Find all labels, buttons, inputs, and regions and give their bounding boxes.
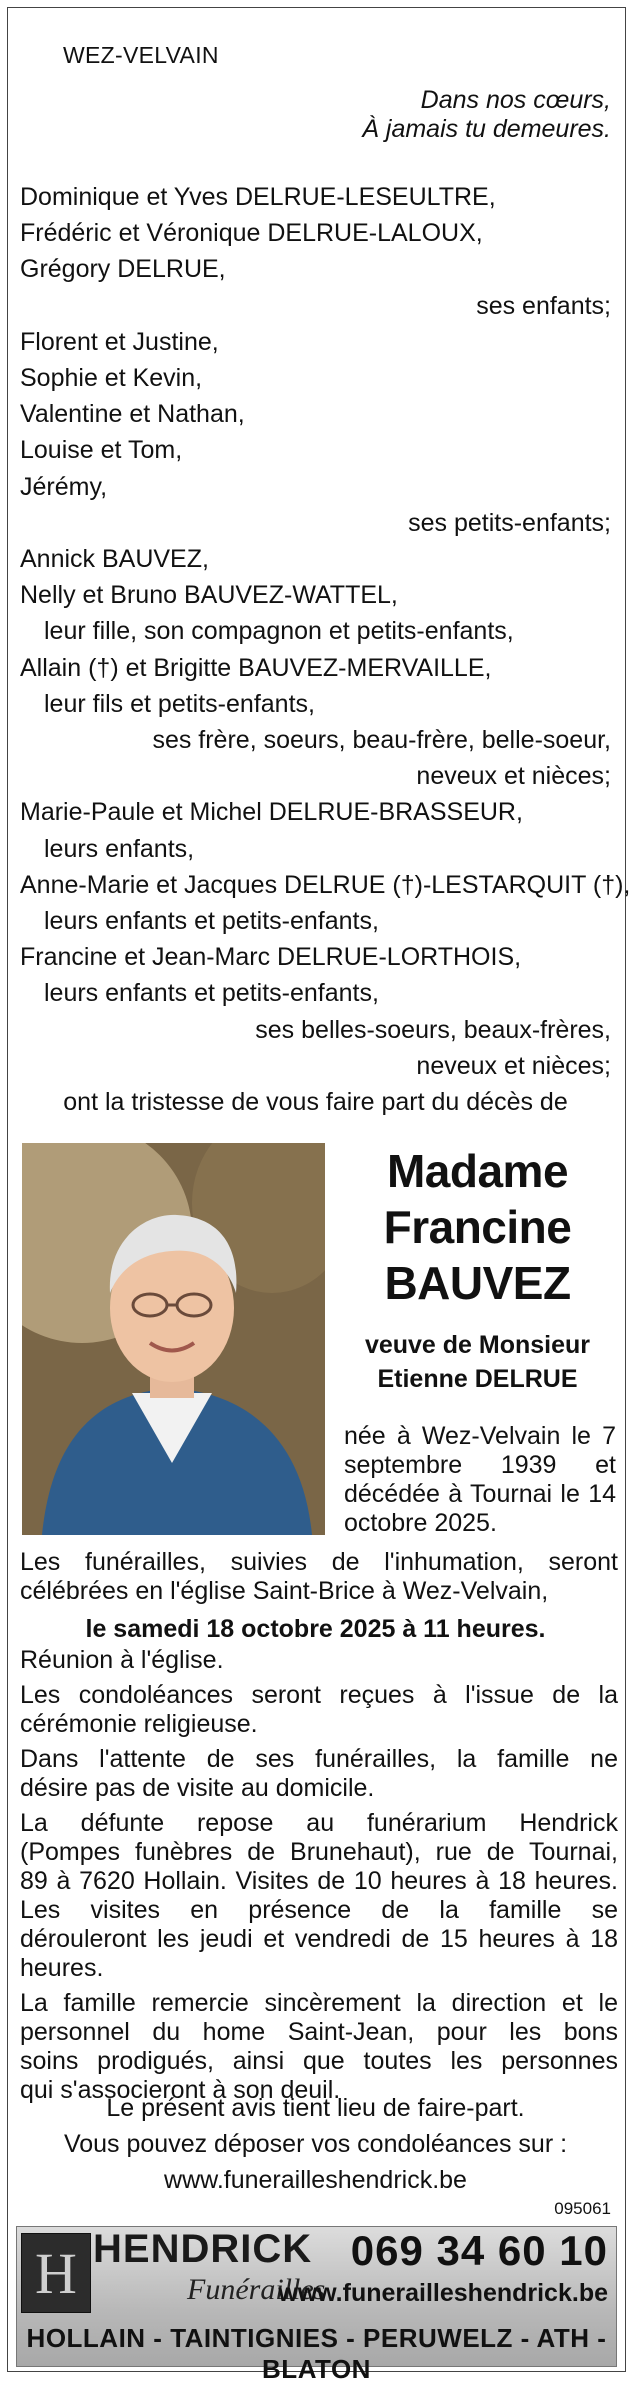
detail-paragraph (20, 1809, 618, 1983)
family-line: leurs enfants et petits-enfants, (44, 907, 379, 935)
detail-paragraph (20, 1745, 618, 1803)
family-line: Valentine et Nathan, (20, 400, 245, 429)
family-line: Nelly et Bruno BAUVEZ-WATTEL, (20, 581, 398, 610)
portrait-photo (22, 1143, 325, 1535)
family-line: Frédéric et Véronique DELRUE-LALOUX, (20, 219, 483, 248)
family-line: ont la tristesse de vous faire part du décès de (63, 1088, 568, 1116)
detail-paragraph (20, 1681, 618, 1739)
paragraph-line: soins prodigués, ainsi que toutes les personnes (20, 2047, 618, 2075)
banner-website[interactable]: www.funerailleshendrick.be (278, 2279, 608, 2307)
reference-number: 095061 (554, 2199, 611, 2218)
epigraph-line-1: Dans nos cœurs, (420, 86, 611, 114)
family-line: Sophie et Kevin, (20, 364, 203, 392)
family-line: ses belles-soeurs, beaux-frères, (255, 1015, 611, 1044)
family-line: leur fils et petits-enfants, (44, 689, 315, 718)
family-line: Dominique et Yves DELRUE-LESEULTRE, (20, 183, 496, 211)
brand-subtitle: Funérailles (187, 2273, 326, 2306)
deceased-name-line-1: Madame (386, 1145, 569, 1197)
brand-name: HENDRICK (93, 2227, 313, 2271)
paragraph-line: La défunte repose au funérarium Hendrick (20, 1809, 618, 1837)
paragraph-line: Les visites en présence de la famille se (20, 1896, 618, 1924)
family-line: Allain (†) et Brigitte BAUVEZ-MERVAILLE, (20, 653, 492, 682)
paragraph-line: La famille remercie sincèrement la direction et le (20, 1989, 618, 2017)
phone-number[interactable]: 069 34 60 10 (350, 2227, 608, 2274)
paragraph-line: qui s'associeront à son deuil. (20, 2076, 341, 2104)
paragraph-line: (Pompes funèbres de Brunehaut), rue de Tournai, (20, 1838, 618, 1866)
funeral-home-banner (16, 2226, 617, 2384)
epigraph-line-2: À jamais tu demeures. (362, 115, 611, 143)
closing-line-2: Vous pouvez déposer vos condoléances sur : (63, 2130, 568, 2158)
paragraph-line: désire pas de visite au domicile. (20, 1774, 375, 1802)
birth-line: née à Wez-Velvain le 7 (344, 1422, 616, 1450)
photo-icon (22, 1143, 325, 1535)
family-line: ses petits-enfants; (408, 508, 611, 537)
paragraph-line: dérouleront les jeudi et vendredi de 15 heures à 18 (20, 1925, 618, 1953)
funeral-line: Les funérailles, suivies de l'inhumation, seront (20, 1548, 618, 1576)
deceased-name-line-3: BAUVEZ (384, 1257, 571, 1309)
family-line: ses frère, soeurs, beau-frère, belle-soeur, (152, 726, 611, 754)
paragraph-line: heures. (20, 1954, 104, 1982)
family-line: Louise et Tom, (20, 436, 183, 465)
family-line: Annick BAUVEZ, (20, 545, 209, 573)
paragraph-line: Les condoléances seront reçues à l'issue de la (20, 1681, 618, 1709)
detail-paragraph (20, 1646, 618, 1675)
closing-line-1: Le présent avis tient lieu de faire-part. (106, 2094, 525, 2122)
obituary-notice (7, 7, 631, 2384)
paragraph-line: cérémonie religieuse. (20, 1710, 258, 1738)
hendrick-logo-icon (21, 2233, 91, 2313)
detail-paragraph (20, 1989, 618, 2105)
family-line: leurs enfants et petits-enfants, (44, 979, 379, 1008)
widow-line-1: veuve de Monsieur (364, 1331, 591, 1359)
paragraph-line: Réunion à l'église. (20, 1646, 224, 1674)
birth-line: septembre 1939 et (344, 1451, 616, 1479)
funeral-date: le samedi 18 octobre 2025 à 11 heures. (85, 1615, 546, 1643)
family-line: Francine et Jean-Marc DELRUE-LORTHOIS, (20, 943, 522, 972)
family-line: Florent et Justine, (20, 327, 219, 356)
family-line: ses enfants; (476, 291, 611, 320)
place-heading: WEZ-VELVAIN (63, 42, 219, 68)
paragraph-line: personnel du home Saint-Jean, pour les bons (20, 2018, 618, 2046)
deceased-name-line-2: Francine (383, 1201, 572, 1253)
family-line: leur fille, son compagnon et petits-enfants, (44, 617, 514, 646)
logo-letter: H (35, 2241, 77, 2306)
birth-line: octobre 2025. (344, 1509, 497, 1537)
family-line: neveux et nièces; (416, 1051, 611, 1080)
funeral-line: célébrées en l'église Saint-Brice à Wez-Velvain, (20, 1577, 549, 1605)
paragraph-line: 89 à 7620 Hollain. Visites de 10 heures à 18 heures. (20, 1867, 618, 1895)
family-line: leurs enfants, (44, 834, 195, 863)
paragraph-line: Dans l'attente de ses funérailles, la famille ne (20, 1745, 618, 1773)
birth-line: décédée à Tournai le 14 (344, 1480, 616, 1508)
funeral-paragraph (20, 1548, 618, 1606)
website-link[interactable]: www.funerailleshendrick.be (164, 2166, 467, 2194)
family-line: Jérémy, (20, 472, 108, 501)
towns-list: HOLLAIN - TAINTIGNIES - PERUWELZ - ATH - BLATON (26, 2323, 607, 2384)
family-line: Grégory DELRUE, (20, 255, 226, 284)
family-line: neveux et nièces; (416, 762, 611, 791)
family-line: Anne-Marie et Jacques DELRUE (†)-LESTARQUIT (†), (20, 870, 631, 899)
birth-death-text (344, 1422, 616, 1538)
family-line: Marie-Paule et Michel DELRUE-BRASSEUR, (20, 798, 523, 827)
widow-line-2: Etienne DELRUE (377, 1365, 578, 1393)
